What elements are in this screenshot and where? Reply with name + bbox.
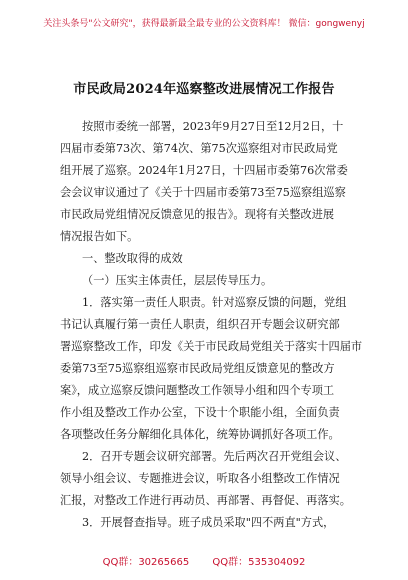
body-line: 案》，成立巡察反馈问题整改工作领导小组和四个专项工 [60,384,335,397]
subsection-heading: （一）压实主体责任，层层传导压力。 [82,274,273,287]
document-body [60,116,363,534]
body-line: 汇报，对整改工作进行再动员、再部署、再督促、再落实。 [60,494,351,507]
header-promo-note: 关注头条号"公文研究"，获得最新最全最专业的公文资料库！ 微信：gongwenyj [43,19,365,29]
body-line: 情况报告如下。 [60,230,139,243]
footer-qq-group-2: QQ群：535304092 [212,557,306,568]
footer-qq-groups [0,553,408,568]
body-line: 按照市委统一部署，2023年9月27日至12月2日，十 [82,120,344,133]
section-heading: 一、整改取得的成效 [82,252,183,265]
body-line: 会会议审议通过了《关于十四届市委第73至75巡察组巡察 [60,186,346,199]
body-line: 书记认真履行第一责任人职责，组织召开专题会议研究部 [60,318,340,331]
body-line: 署巡察整改工作，印发《关于市民政局党组关于落实十四届市 [60,340,363,353]
body-line: 委第73至75巡察组巡察市民政局党组反馈意见的整改方 [60,362,335,375]
body-line: 各项整改任务分解细化具体化，统筹协调抓好各项工作。 [60,428,340,441]
body-line: 3．开展督查指导。班子成员采取"四不两直"方式， [82,516,335,529]
body-line: 1．落实第一责任人职责。针对巡察反馈的问题，党组 [82,296,347,309]
footer-qq-group-1: QQ群：30265665 [102,557,190,568]
body-line: 作小组及整改工作办公室，下设十个职能小组，全面负责 [60,406,340,419]
body-line: 市民政局党组情况反馈意见的报告》。现将有关整改进展 [60,208,335,221]
body-line: 四届市委第73次、第74次、第75次巡察组对市民政局党 [60,142,338,155]
body-line: 领导小组会议、专题推进会议，听取各小组整改工作情况 [60,472,340,485]
body-line: 2．召开专题会议研究部署。先后两次召开党组会议、 [82,450,347,463]
body-line: 组开展了巡察。2024年1月27日，十四届市委第76次常委 [60,164,348,177]
document-title: 市民政局2024年巡察整改进展情况工作报告 [73,82,335,97]
